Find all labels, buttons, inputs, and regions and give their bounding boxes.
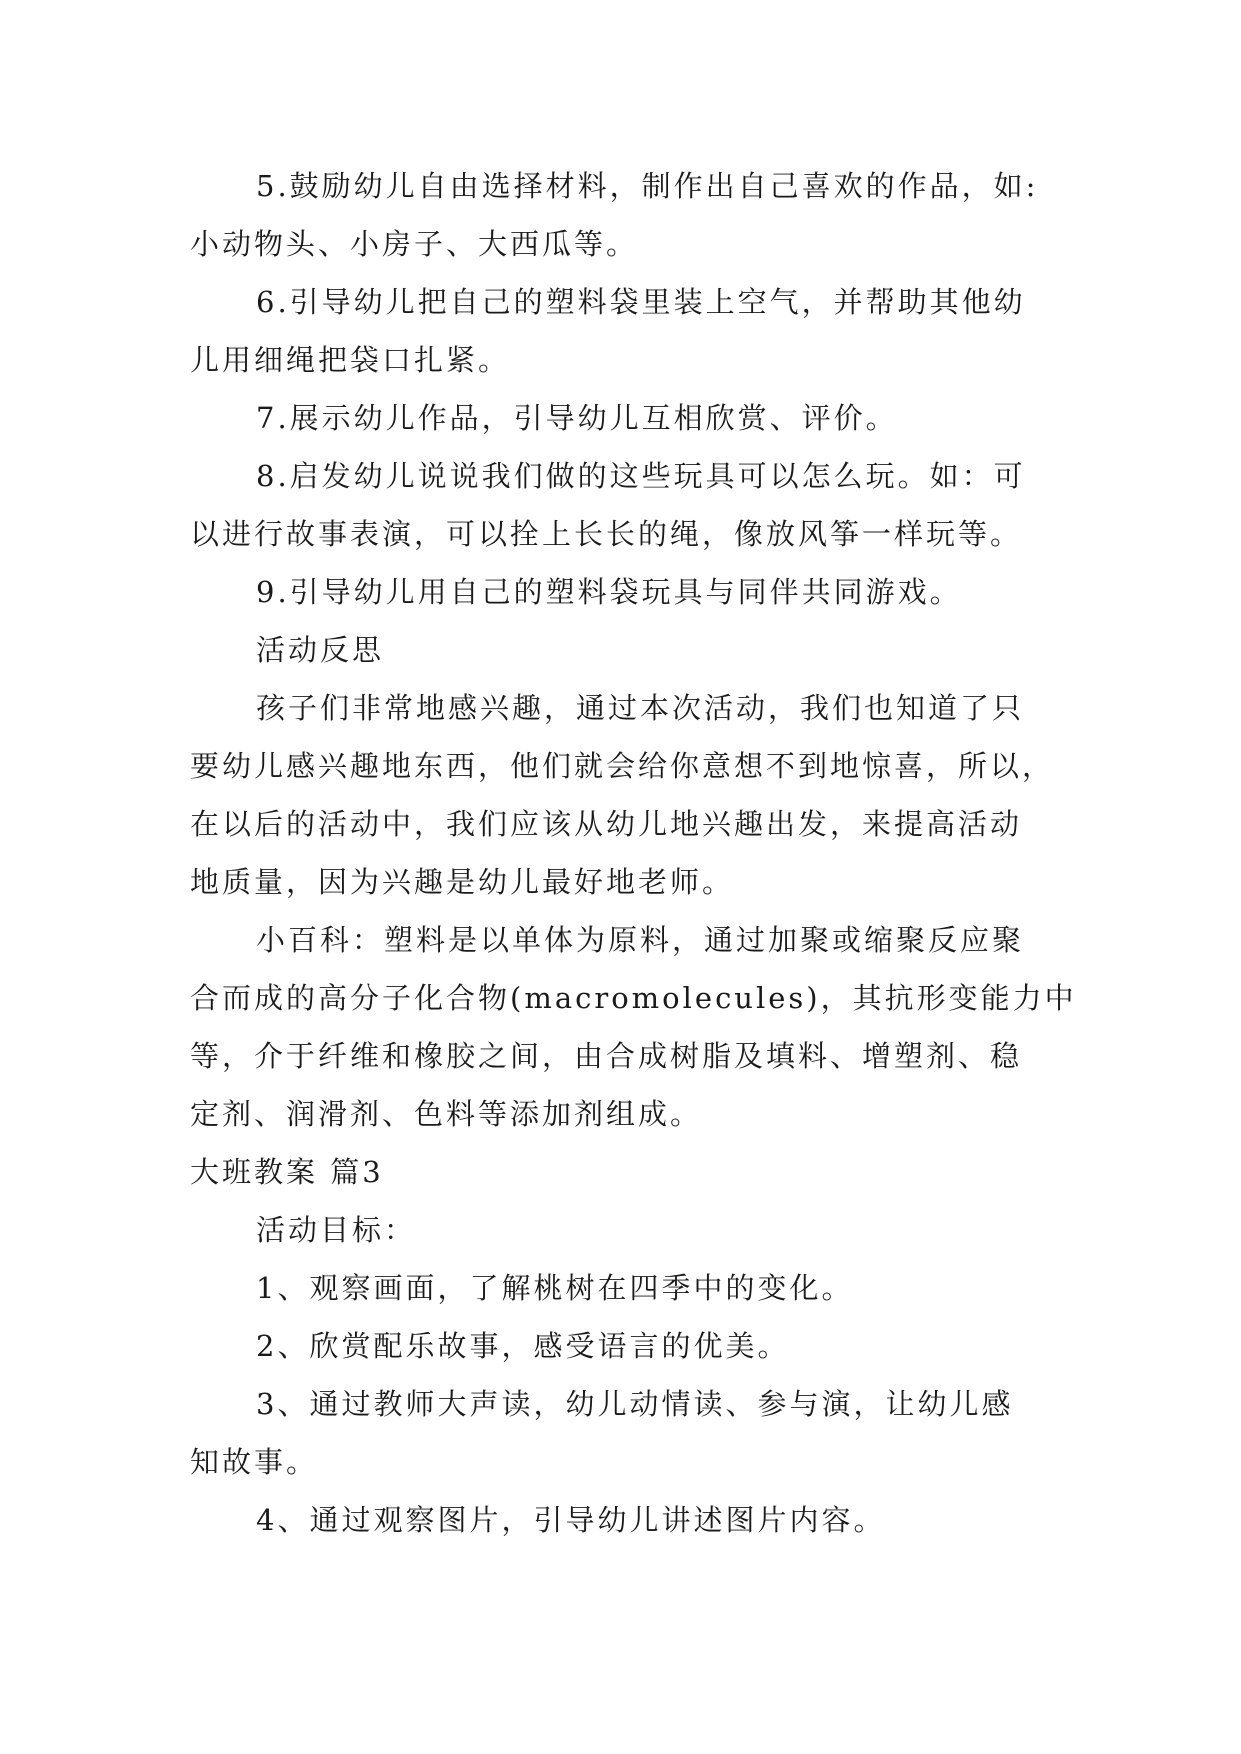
step-9: 9.引导幼儿用自己的塑料袋玩具与同伴共同游戏。	[256, 575, 962, 609]
reflection-heading: 活动反思	[256, 633, 385, 667]
reflection-line-1: 孩子们非常地感兴趣，通过本次活动，我们也知道了只	[256, 691, 1025, 725]
encyclopedia-line-3: 等，介于纤维和橡胶之间，由合成树脂及填料、增塑剂、稳	[190, 1039, 1023, 1073]
goal-1: 1、观察画面，了解桃树在四季中的变化。	[256, 1271, 854, 1305]
goal-4: 4、通过观察图片，引导幼儿讲述图片内容。	[256, 1503, 886, 1537]
document-body	[190, 157, 1077, 1549]
step-7: 7.展示幼儿作品，引导幼儿互相欣赏、评价。	[256, 401, 898, 435]
step-6-line-2: 儿用细绳把袋口扎紧。	[190, 343, 511, 377]
step-5-line-1: 5.鼓励幼儿自由选择材料，制作出自己喜欢的作品，如:	[256, 169, 1039, 203]
step-6-line-1: 6.引导幼儿把自己的塑料袋里装上空气，并帮助其他幼	[256, 285, 1026, 319]
step-5-line-2: 小动物头、小房子、大西瓜等。	[190, 227, 639, 261]
goal-3-line-1: 3、通过教师大声读，幼儿动情读、参与演，让幼儿感	[256, 1387, 1014, 1421]
encyclopedia-line-1: 小百科：塑料是以单体为原料，通过加聚或缩聚反应聚	[256, 923, 1025, 957]
goal-3-line-2: 知故事。	[190, 1445, 319, 1479]
reflection-line-4: 地质量，因为兴趣是幼儿最好地老师。	[190, 865, 735, 899]
step-8-line-2: 以进行故事表演，可以拴上长长的绳，像放风筝一样玩等。	[190, 517, 1023, 551]
encyclopedia-line-2: 合而成的高分子化合物(macromolecules)，其抗形变能力中	[190, 981, 1077, 1015]
goal-2: 2、欣赏配乐故事，感受语言的优美。	[256, 1329, 790, 1363]
reflection-line-2: 要幼儿感兴趣地东西，他们就会给你意想不到地惊喜，所以，	[190, 749, 1055, 783]
goals-heading: 活动目标：	[256, 1213, 417, 1247]
section-title: 大班教案 篇3	[190, 1155, 384, 1189]
reflection-line-3: 在以后的活动中，我们应该从幼儿地兴趣出发，来提高活动	[190, 807, 1023, 841]
step-8-line-1: 8.启发幼儿说说我们做的这些玩具可以怎么玩。如：可	[256, 459, 1026, 493]
encyclopedia-line-4: 定剂、润滑剂、色料等添加剂组成。	[190, 1097, 703, 1131]
